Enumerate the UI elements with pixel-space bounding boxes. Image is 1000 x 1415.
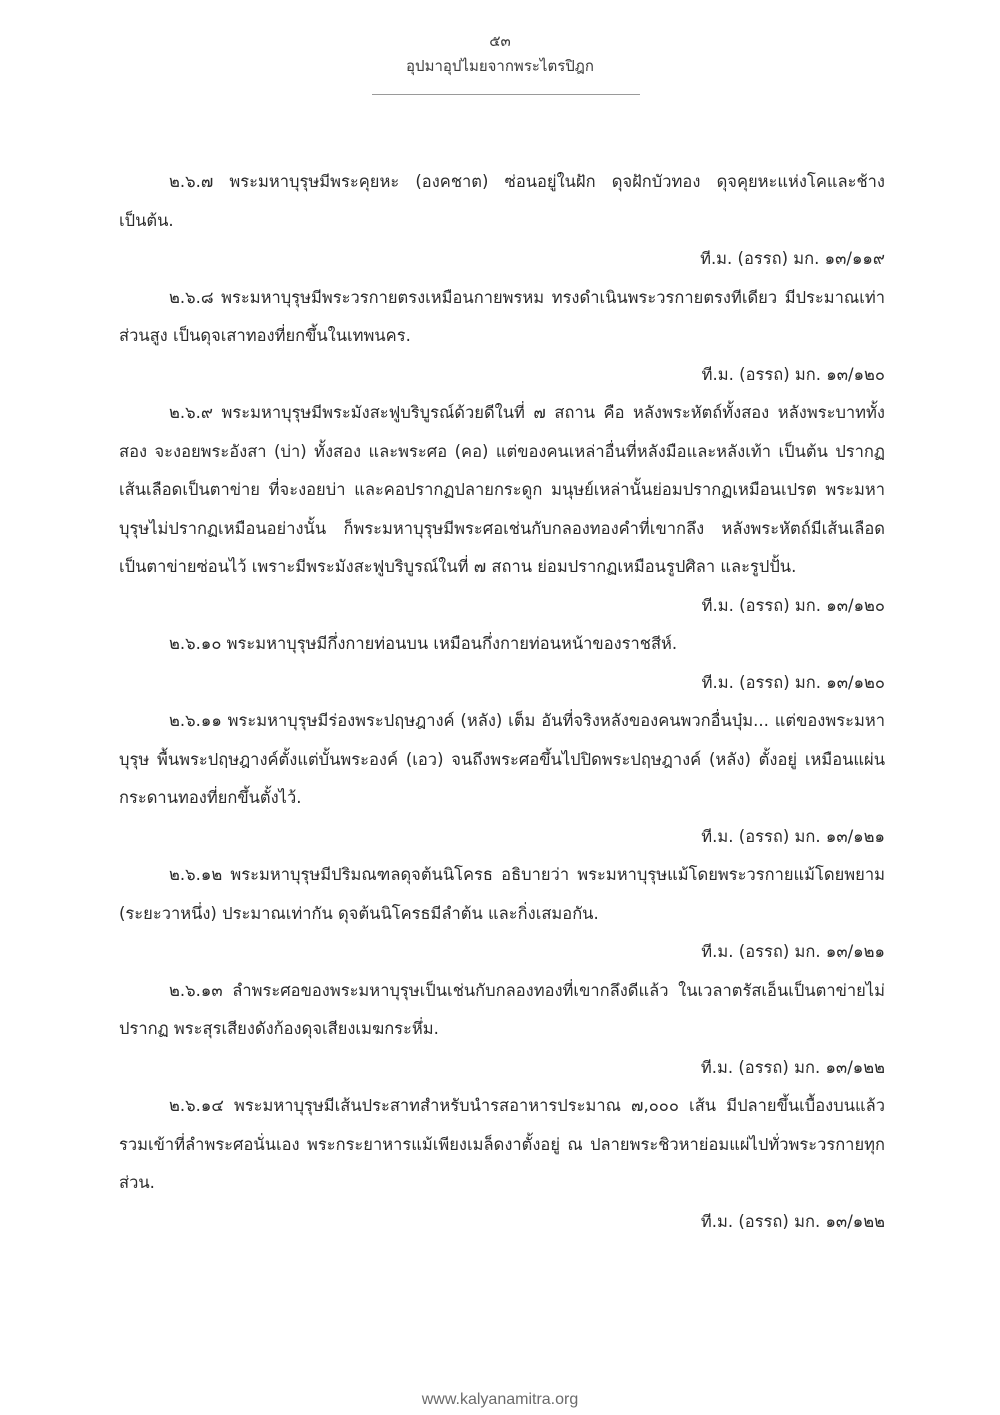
section-2-6-9-reference: ที.ม. (อรรถ) มก. ๑๓/๑๒๐ xyxy=(701,595,885,615)
section-2-6-10-text: ๒.๖.๑๐ พระมหาบุรุษมีกึ่งกายท่อนบน เหมือนกึ่งกายท่อนหน้าของราชสีห์. xyxy=(169,634,678,653)
section-2-6-8-text: ๒.๖.๘ พระมหาบุรุษมีพระวรกายตรงเหมือนกายพรหม ทรงดำเนินพระวรกายตรงทีเดียว มีประมาณเท่าส่วนสูง เป็นดุจเสาทองที่ยกขึ้นในเทพนคร. xyxy=(119,287,885,345)
section-2-6-11-reference: ที.ม. (อรรถ) มก. ๑๓/๑๒๑ xyxy=(701,826,885,846)
section-2-6-7-reference: ที.ม. (อรรถ) มก. ๑๓/๑๑๙ xyxy=(700,249,885,268)
footer-website: www.kalyanamitra.org xyxy=(421,1391,579,1408)
section-2-6-9-text: ๒.๖.๙ พระมหาบุรุษมีพระมังสะฟูบริบูรณ์ด้วยดีในที่ ๗ สถาน คือ หลังพระหัตถ์ทั้งสอง หลังพระบาททั้งสอง จะงอยพระอังสา (บ่า) ทั้งสอง และพระศอ (คอ) แต่ของคนเหล่าอื่นที่หลังมือและหลังเท้า เป็นต้น ปรากฏเส้นเลือดเป็นตาข่าย ที่จะงอยบ่า และคอปรากฏปลายกระดูก มนุษย์เหล่านั้นย่อมปรากฏเหมือนเปรต พระมหาบุรุษไม่ปรากฏเหมือนอย่างนั้น ก็พระมหาบุรุษมีพระศอเช่นกับกลองทองคำที่เขากลึง หลังพระหัตถ์มีเส้นเลือดเป็นตาข่ายซ่อนไว้ เพราะมีพระมังสะฟูบริบูรณ์ในที่ ๗ สถาน ย่อมปรากฏเหมือนรูปศิลา และรูปปั้น. xyxy=(119,403,885,576)
header-divider xyxy=(372,94,640,95)
section-2-6-12-text: ๒.๖.๑๒ พระมหาบุรุษมีปริมณฑลดุจต้นนิโครธ อธิบายว่า พระมหาบุรุษแม้โดยพระวรกายแม้โดยพยาม (ระยะวาหนึ่ง) ประมาณเท่ากัน ดุจต้นนิโครธมีลำต้น และกิ่งเสมอกัน. xyxy=(119,865,885,923)
section-2-6-14-reference: ที.ม. (อรรถ) มก. ๑๓/๑๒๒ xyxy=(700,1211,885,1231)
section-2-6-11-text: ๒.๖.๑๑ พระมหาบุรุษมีร่องพระปฤษฎางค์ (หลัง) เต็ม อันที่จริงหลังของคนพวกอื่นบุ๋ม... แต่ของพระมหาบุรุษ พื้นพระปฤษฎางค์ตั้งแต่บั้นพระองค์ (เอว) จนถึงพระศอขึ้นไปปิดพระปฤษฎางค์ (หลัง) ตั้งอยู่ เหมือนแผ่นกระดานทองที่ยกขึ้นตั้งไว้. xyxy=(119,711,885,807)
section-2-6-14-text: ๒.๖.๑๔ พระมหาบุรุษมีเส้นประสาทสำหรับนำรสอาหารประมาณ ๗,๐๐๐ เส้น มีปลายขึ้นเบื้องบนแล้วรวมเข้าที่ลำพระศอนั่นเอง พระกระยาหารแม้เพียงเมล็ดงาตั้งอยู่ ณ ปลายพระชิวหาย่อมแผ่ไปทั่วพระวรกายทุกส่วน. xyxy=(119,1096,885,1192)
section-2-6-13-reference: ที.ม. (อรรถ) มก. ๑๓/๑๒๒ xyxy=(700,1057,885,1077)
section-2-6-8-reference: ที.ม. (อรรถ) มก. ๑๓/๑๒๐ xyxy=(701,364,885,384)
section-2-6-7-text: ๒.๖.๗ พระมหาบุรุษมีพระคุยหะ (องคชาต) ซ่อนอยู่ในฝัก ดุจฝักบัวทอง ดุจคุยหะแห่งโคและช้าง เป็นต้น. xyxy=(119,172,885,230)
book-title: อุปมาอุปไมยจากพระไตรปิฎก xyxy=(406,57,594,75)
section-2-6-13-text: ๒.๖.๑๓ ลำพระศอของพระมหาบุรุษเป็นเช่นกับกลองทองที่เขากลึงดีแล้ว ในเวลาตรัสเอ็นเป็นตาข่ายไม่ปรากฏ พระสุรเสียงดังก้องดุจเสียงเมฆกระหึ่ม. xyxy=(119,980,885,1038)
section-2-6-10-reference: ที.ม. (อรรถ) มก. ๑๓/๑๒๐ xyxy=(701,672,885,692)
page-body xyxy=(119,163,885,1241)
page-header xyxy=(0,30,1000,78)
section-2-6-12-reference: ที.ม. (อรรถ) มก. ๑๓/๑๒๑ xyxy=(701,942,885,961)
page-number: ๕๓ xyxy=(489,32,511,50)
